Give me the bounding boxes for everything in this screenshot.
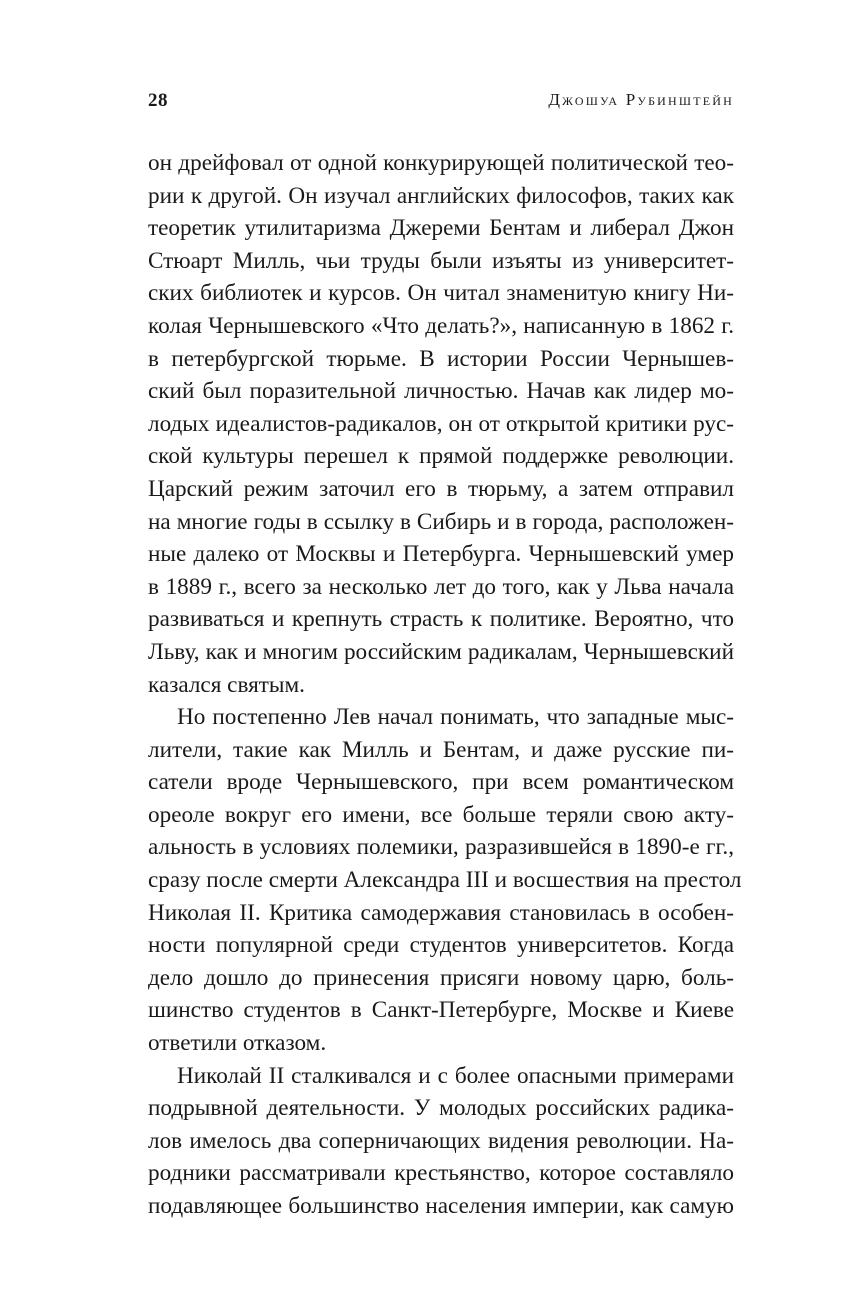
paragraph — [148, 701, 742, 1060]
text-line: подавляющее большинство населения империи, как самую — [148, 1193, 734, 1219]
text-line: лов имелось два соперничающих видения революции. На- — [148, 1127, 734, 1154]
page-header — [148, 90, 734, 120]
paragraph — [148, 1060, 734, 1223]
text-line: ответили отказом. — [148, 1030, 327, 1057]
text-line: в 1889 г., всего за несколько лет до того, как у Льва начала — [148, 573, 734, 600]
text-line: колая Чернышевского «Что делать?», написанную в 1862 г. — [148, 312, 734, 339]
text-line: ореоле вокруг его имени, все больше теряли свою акту- — [148, 801, 734, 828]
text-line: развиваться и крепнуть страсть к политике. Вероятно, что — [148, 606, 734, 633]
text-line: альность в условиях полемики, разразившейся в 1890-е гг., — [148, 834, 734, 861]
text-line: сразу после смерти Александра III и восшествия на престол — [148, 867, 742, 894]
text-line: рии к другой. Он изучал английских философов, таких как — [148, 182, 734, 209]
text-line: Николая II. Критика самодержавия становилась в особен- — [148, 899, 734, 926]
text-line: Царский режим заточил его в тюрьму, а затем отправил — [148, 475, 734, 502]
text-line: в петербургской тюрьме. В истории России Чернышев- — [148, 345, 734, 372]
text-line: дело дошло до принесения присяги новому царю, боль- — [148, 964, 734, 991]
text-line: ских библиотек и курсов. Он читал знаменитую книгу Ни- — [148, 280, 734, 307]
text-line: он дрейфовал от одной конкурирующей политической тео- — [148, 150, 734, 176]
body-text — [148, 147, 742, 1223]
text-line: Стюарт Милль, чьи труды были изъяты из университет- — [148, 247, 734, 274]
text-line: на многие годы в ссылку в Сибирь и в города, расположен- — [148, 508, 734, 535]
text-line: теоретик утилитаризма Джереми Бентам и либерал Джон — [148, 215, 734, 242]
text-line: казался святым. — [148, 671, 305, 698]
text-line: ской культуры перешел к прямой поддержке революции. — [148, 443, 734, 470]
text-line: лители, такие как Милль и Бентам, и даже русские пи- — [148, 736, 734, 763]
text-line: Николай II сталкивался и с более опасными примерами — [177, 1062, 734, 1089]
text-line: шинство студентов в Санкт-Петербурге, Москве и Киеве — [148, 997, 734, 1024]
paragraph — [148, 147, 734, 701]
text-line: Льву, как и многим российским радикалам, Чернышевский — [148, 638, 734, 665]
page-number: 28 — [148, 90, 168, 111]
text-line: ности популярной среди студентов университетов. Когда — [148, 932, 734, 959]
text-line: лодых идеалистов-радикалов, он от открытой критики рус- — [148, 410, 734, 437]
text-line: ский был поразительной личностью. Начав как лидер мо- — [148, 378, 734, 405]
text-line: сатели вроде Чернышевского, при всем романтическом — [148, 769, 734, 796]
text-line: подрывной деятельности. У молодых российских радика- — [148, 1095, 734, 1122]
text-line: Но постепенно Лев начал понимать, что западные мыс- — [177, 704, 734, 731]
running-head-author: Джошуа Рубинштейн — [548, 90, 734, 109]
text-line: родники рассматривали крестьянство, которое составляло — [148, 1160, 734, 1187]
text-line: ные далеко от Москвы и Петербурга. Чернышевский умер — [148, 541, 734, 568]
